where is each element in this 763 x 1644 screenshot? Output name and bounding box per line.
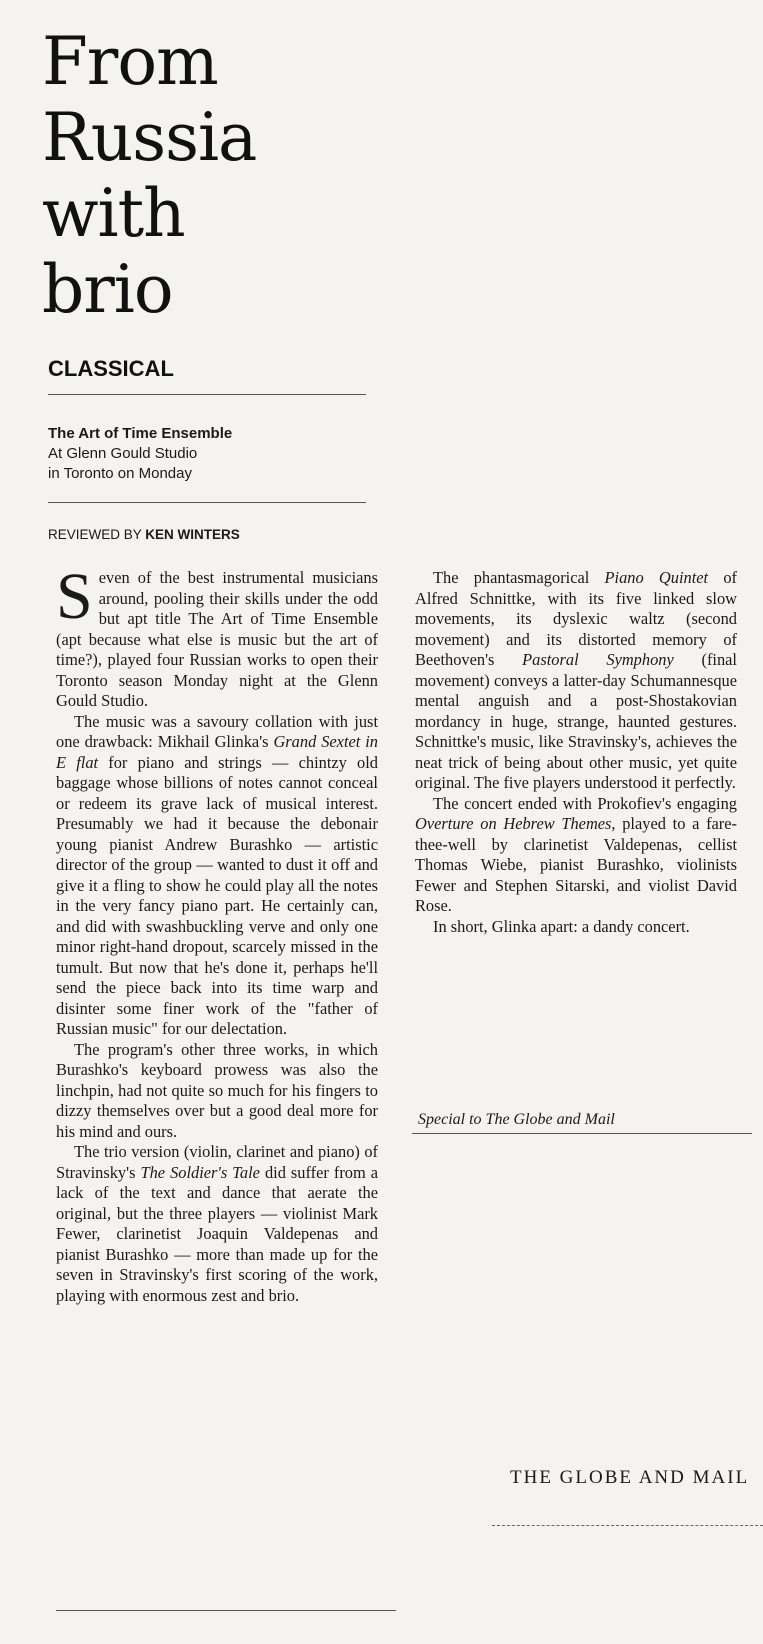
- event-info: [48, 424, 368, 484]
- col1-paragraph-1: [56, 560, 378, 712]
- col2-paragraph-1: [415, 568, 737, 794]
- section-label: CLASSICAL: [48, 356, 174, 381]
- col2-p2-title: Overture on Hebrew Themes,: [415, 814, 616, 833]
- col2-p2-text-a: The concert ended with Prokofiev's engaging: [433, 793, 737, 813]
- column-1: [56, 560, 379, 1306]
- col1-p2-text-a: The music was a savoury collation with just one drawback: Mikhail Glinka's: [56, 711, 378, 751]
- col2-p1-title: Piano Quintet: [604, 568, 709, 587]
- drop-cap: S: [56, 560, 93, 633]
- section-rule: [48, 394, 366, 395]
- event-rule: [48, 502, 366, 503]
- headline: [42, 24, 342, 328]
- byline-author: KEN WINTERS: [145, 527, 240, 542]
- byline-prefix: REVIEWED BY: [48, 527, 142, 542]
- event-name: The Art of Time Ensemble: [48, 425, 233, 442]
- headline-line-3: with: [42, 175, 185, 252]
- headline-line-4: brio: [42, 251, 173, 328]
- column-1-bottom-rule: [56, 1610, 396, 1611]
- col1-p4-text-a: The trio version (violin, clarinet and piano) of Stravinsky's: [56, 1142, 378, 1182]
- col2-p1-text-b: of Alfred Schnittke, with its five linked slow movements, its dyslexic waltz (second movement) and its distorted memory of Beethoven's: [415, 568, 737, 669]
- col1-p1-text: even of the best instrumental musicians around, pooling their skills under the odd but apt title The Art of Time Ensemble (apt because what else is music but the art of time?), played four Russian works to open their Toronto season Monday night at the Glenn Gould Studio.: [56, 568, 378, 710]
- col1-paragraph-4: [56, 1142, 378, 1306]
- headline-line-2: Russia: [42, 99, 257, 176]
- byline: [48, 527, 240, 542]
- col2-p1-text-c: (final movement) conveys a latter-day Schumannesque mental anguish and a post-Shostakovian mordancy in huge, strange, haunted gestures. Schnittke's music, like Stravinsky's, achieves the neat trick of being about other music, yet quite original. The five players understood it perfectly.: [415, 650, 737, 792]
- footer-rule: [492, 1525, 763, 1526]
- column-2: [415, 568, 737, 937]
- col1-p2-title: Grand Sextet in E flat: [56, 732, 378, 772]
- col1-p2-text-b: for piano and strings — chintzy old baggage whose billions of notes cannot conceal or redeem its grave lack of musical interest. Presumably we had it because the debonair young pianist Andrew Burashko — artistic director of the group — wanted to dust it off and give it a fling to show he could play all the notes in the very fancy piano part. He certainly can, and did with swashbuckling verve and only one minor right-hand dropout, scarcely missed in the tumult. But now that he's done it, perhaps he'll send the piece back into its time warp and disinter some finer work of the "father of Russian music" for our delectation.: [56, 752, 378, 1038]
- footer-masthead: THE GLOBE AND MAIL: [510, 1467, 750, 1488]
- col2-p1-text-a: The phantasmagorical: [433, 568, 605, 587]
- event-when: in Toronto on Monday: [48, 465, 192, 482]
- col2-paragraph-3: In short, Glinka apart: a dandy concert.: [433, 916, 690, 936]
- headline-line-1: From: [42, 23, 218, 100]
- col1-p4-text-b: did suffer from a lack of the text and dance that aerate the original, but the three players — violinist Mark Fewer, clarinetist Joaquin Valdepenas and pianist Burashko — more than made up for the seven in Stravinsky's first scoring of the work, playing with enormous zest and brio.: [56, 1162, 379, 1305]
- col2-p1-title-2: Pastoral Symphony: [522, 650, 674, 669]
- event-venue: At Glenn Gould Studio: [48, 445, 198, 462]
- col1-paragraph-2: [56, 712, 378, 1040]
- col2-p2-text-b: played to a fare-thee-well by clarinetist Valdepenas, cellist Thomas Wiebe, pianist Burashko, violinists Fewer and Stephen Sitarski, and violist David Rose.: [415, 814, 737, 915]
- col2-paragraph-2: [415, 794, 737, 917]
- col1-paragraph-3: The program's other three works, in which Burashko's keyboard prowess was also the linchpin, had not quite so much for his fingers to dizzy themselves over but a good deal more for his mind and ours.: [56, 1039, 378, 1141]
- credit-line: Special to The Globe and Mail: [418, 1111, 615, 1128]
- credit-rule: [412, 1133, 752, 1134]
- col1-p4-title: The Soldier's Tale: [140, 1162, 260, 1182]
